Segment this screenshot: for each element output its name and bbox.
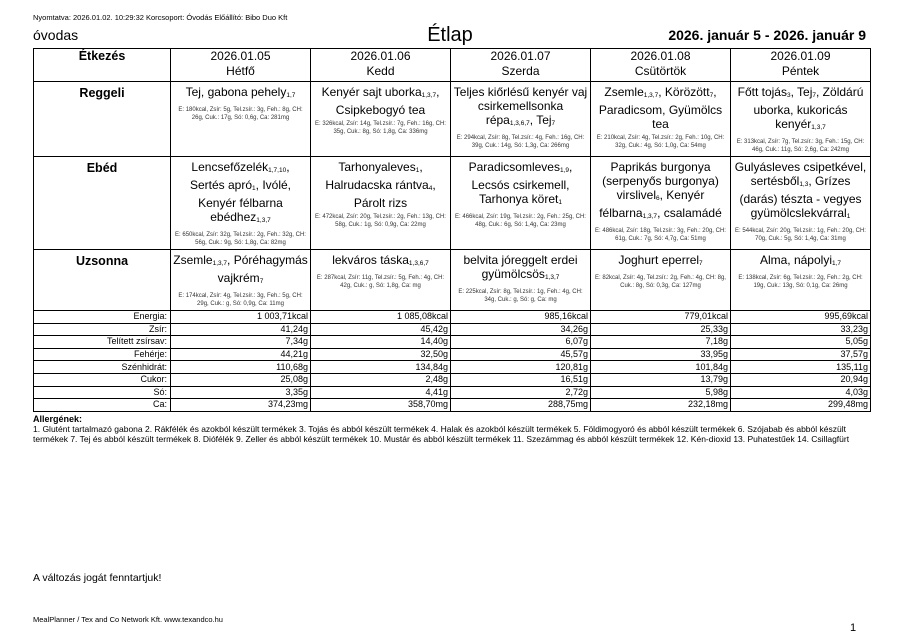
nutrition-info: E: 225kcal, Zsír: 8g, Tel.zsír.: 1g, Feh.: 4g, CH: 34g, Cuk.: g, Só: g, Ca: mg xyxy=(458,289,583,303)
meal-cell xyxy=(451,250,591,311)
dish-text: , Paradicsom, Gyümölcs tea xyxy=(598,85,723,131)
totals-value: 32,50g xyxy=(311,348,451,361)
totals-value: 41,24g xyxy=(171,323,311,336)
meal-cell xyxy=(311,250,451,311)
nutrition-info: E: 650kcal, Zsír: 32g, Tel.zsír.: 2g, Feh.: 32g, CH: 56g, Cuk.: 9g, Só: 1,8g, Ca: 82mg xyxy=(175,232,306,246)
totals-value: 2,48g xyxy=(311,373,451,386)
allergen-codes: 1,7,10 xyxy=(268,167,287,174)
day-date: 2026.01.06 xyxy=(350,49,411,63)
allergen-codes: 1,3,6,7 xyxy=(408,260,429,267)
totals-value: 288,75mg xyxy=(451,399,591,412)
day-date: 2026.01.05 xyxy=(210,49,271,63)
dish-text: , Körözött xyxy=(658,85,710,99)
dish-name xyxy=(311,157,450,210)
totals-value: 134,84g xyxy=(311,361,451,374)
dish-text: Paradicsomleves xyxy=(468,160,560,174)
totals-row xyxy=(34,373,871,386)
totals-label: Zsír: xyxy=(34,323,171,336)
allergen-codes: 7 xyxy=(709,92,714,99)
allergen-codes: 1,3,7 xyxy=(642,213,658,220)
dish-name xyxy=(171,82,310,103)
day-name: Péntek xyxy=(781,64,820,78)
dish-text: Főtt tojás xyxy=(737,85,787,99)
nutrition-info: E: 326kcal, Zsír: 14g, Tel.zsír.: 7g, Feh.: 16g, CH: 35g, Cuk.: 8g, Só: 1,8g, Ca: 336mg xyxy=(315,121,446,135)
totals-row xyxy=(34,386,871,399)
meal-cell xyxy=(731,250,871,311)
allergen-codes: 1 xyxy=(415,167,420,174)
nutrition-totals-table xyxy=(33,310,871,412)
allergen-codes: 1,3,7 xyxy=(421,92,437,99)
page-title: Étlap xyxy=(427,24,473,46)
totals-row xyxy=(34,323,871,336)
totals-label: Fehérje: xyxy=(34,348,171,361)
day-header xyxy=(451,49,591,82)
dish-text: Zsemle xyxy=(604,85,644,99)
dish-name xyxy=(731,250,870,271)
meal-cell xyxy=(171,250,311,311)
day-header-row xyxy=(34,49,871,82)
allergen-codes: 4 xyxy=(428,185,433,192)
dish-name xyxy=(591,82,730,131)
day-header xyxy=(311,49,451,82)
totals-label: Szénhidrát: xyxy=(34,361,171,374)
nutrition-info: E: 180kcal, Zsír: 5g, Tel.zsír.: 3g, Feh.: 8g, CH: 26g, Cuk.: 17g, Só: 0,6g, Ca: 281mg xyxy=(178,107,303,121)
totals-value: 20,94g xyxy=(731,373,871,386)
totals-row xyxy=(34,361,871,374)
allergen-codes: 7 xyxy=(259,278,264,285)
dish-name xyxy=(451,82,590,131)
allergen-codes: 1,3,7 xyxy=(544,274,560,281)
dish-text: Kenyér sajt uborka xyxy=(321,85,422,99)
meal-row-reggeli xyxy=(34,82,871,157)
allergen-codes: 1,3,7 xyxy=(256,217,271,224)
totals-value: 1 085,08kcal xyxy=(311,311,451,324)
totals-value: 374,23mg xyxy=(171,399,311,412)
dish-name xyxy=(451,250,590,285)
page-number: 1 xyxy=(850,622,857,634)
allergen-codes: 1,3,7 xyxy=(643,92,659,99)
totals-value: 5,05g xyxy=(731,336,871,349)
dish-text: , Grízes (darás) tészta - vegyes gyümölcslekvárral xyxy=(739,174,862,220)
dish-text: Alma, nápolyi xyxy=(759,253,832,267)
totals-value: 779,01kcal xyxy=(591,311,731,324)
dish-name xyxy=(451,157,590,210)
totals-row xyxy=(34,336,871,349)
totals-value: 7,18g xyxy=(591,336,731,349)
totals-value: 299,48mg xyxy=(731,399,871,412)
meal-label: Uzsonna xyxy=(34,250,171,311)
day-date: 2026.01.07 xyxy=(490,49,551,63)
dish-text: Lencsefőzelék xyxy=(191,160,269,174)
nutrition-info: E: 174kcal, Zsír: 4g, Tel.zsír.: 3g, Feh.: 5g, CH: 29g, Cuk.: g, Só: 0,9g, Ca: 11mg xyxy=(178,293,303,307)
totals-value: 4,41g xyxy=(311,386,451,399)
allergen-codes: 1,9 xyxy=(559,167,570,174)
totals-value: 101,84g xyxy=(591,361,731,374)
totals-value: 232,18mg xyxy=(591,399,731,412)
dish-name xyxy=(591,250,730,271)
meal-cell xyxy=(591,157,731,250)
dish-name xyxy=(171,250,310,289)
meal-cell xyxy=(171,157,311,250)
age-group-label: óvodas xyxy=(33,27,79,43)
totals-value: 3,35g xyxy=(171,386,311,399)
totals-label: Cukor: xyxy=(34,373,171,386)
totals-value: 358,70mg xyxy=(311,399,451,412)
dish-text: Teljes kiőrlésű kenyér vaj csirkemellsonka répa xyxy=(453,85,588,127)
totals-value: 33,95g xyxy=(591,348,731,361)
totals-value: 45,42g xyxy=(311,323,451,336)
totals-value: 37,57g xyxy=(731,348,871,361)
print-info: Nyomtatva: 2026.01.02. 10:29:32 Korcsoport: Óvodás Előállító: Bibo Duo Kft xyxy=(33,13,288,22)
totals-value: 33,23g xyxy=(731,323,871,336)
dish-name xyxy=(731,82,870,135)
totals-value: 5,98g xyxy=(591,386,731,399)
dish-text: , Kenyér félbarna xyxy=(599,188,705,220)
dish-text: belvita jóreggelt erdei gyümölcsös xyxy=(463,253,578,281)
allergen-codes: 7 xyxy=(812,92,817,99)
dish-name xyxy=(591,157,730,224)
meal-cell xyxy=(731,157,871,250)
meal-column-header: Étkezés xyxy=(34,49,171,82)
meal-cell xyxy=(451,82,591,157)
dish-text: , csalamádé xyxy=(657,206,722,220)
nutrition-info: E: 138kcal, Zsír: 6g, Tel.zsír.: 2g, Feh.: 2g, CH: 19g, Cuk.: 13g, Só: 0,1g, Ca: 26mg xyxy=(738,275,863,289)
nutrition-info: E: 294kcal, Zsír: 8g, Tel.zsír.: 4g, Feh.: 16g, CH: 39g, Cuk.: 14g, Só: 1,3g, Ca: 266mg xyxy=(456,135,585,149)
dish-text: Zsemle xyxy=(173,253,213,267)
totals-value: 6,07g xyxy=(451,336,591,349)
totals-row xyxy=(34,348,871,361)
dish-text: , Csipkebogyó tea xyxy=(335,85,440,117)
totals-value: 120,81g xyxy=(451,361,591,374)
dish-name xyxy=(311,250,450,271)
dish-name xyxy=(311,82,450,117)
dish-text: , Tej xyxy=(790,85,813,99)
day-header xyxy=(171,49,311,82)
footer-brand: MealPlanner / Tex and Co Network Kft. www.texandco.hu xyxy=(33,615,223,624)
totals-label: Telített zsírsav: xyxy=(34,336,171,349)
meal-cell xyxy=(311,82,451,157)
meal-cell xyxy=(311,157,451,250)
totals-value: 45,57g xyxy=(451,348,591,361)
dish-text: , Póréhagymás vajkrém xyxy=(217,253,308,285)
allergen-codes: 7 xyxy=(551,120,556,127)
day-date: 2026.01.09 xyxy=(770,49,831,63)
allergen-codes: 1,3,7 xyxy=(811,124,826,131)
day-name: Kedd xyxy=(366,64,395,78)
totals-value: 135,11g xyxy=(731,361,871,374)
allergen-codes: 1,3 xyxy=(799,181,809,188)
disclaimer: A változás jogát fenntartjuk! xyxy=(33,572,162,584)
totals-value: 25,08g xyxy=(171,373,311,386)
allergen-codes: 1,7 xyxy=(832,260,842,267)
dish-name xyxy=(731,157,870,224)
meal-cell xyxy=(171,82,311,157)
allergen-text: 1. Glutént tartalmazó gabona 2. Rákfélék és azokból készült termékek 3. Tojás és abból készült termékek 4. Halak és azokból készült termékek 5. Földimogyoró és abból készült termékek 6. Szójabab és abból készült termékek 7. Tej és abból készült termékek 8. Diófélék 9. Zeller és abból készült termékek 10. Mustár és abból készült termékek 11. Szezámmag és abból készült termékek 12. Kén-dioxid 13. Puhatestűek 14. Csillagfürt xyxy=(33,423,850,444)
nutrition-info: E: 472kcal, Zsír: 20g, Tel.zsír.: 2g, Feh.: 13g, CH: 58g, Cuk.: 1g, Só: 0,9g, Ca: 22mg xyxy=(315,214,446,228)
day-name: Csütörtök xyxy=(634,64,687,78)
totals-value: 34,26g xyxy=(451,323,591,336)
meal-cell xyxy=(451,157,591,250)
meal-cell xyxy=(591,250,731,311)
allergen-codes: 1,3,7 xyxy=(212,260,228,267)
meal-cell xyxy=(731,82,871,157)
totals-label: Ca: xyxy=(34,399,171,412)
allergen-legend xyxy=(33,414,878,444)
menu-table xyxy=(33,48,871,311)
totals-value: 13,79g xyxy=(591,373,731,386)
totals-value: 995,69kcal xyxy=(731,311,871,324)
nutrition-info: E: 466kcal, Zsír: 19g, Tel.zsír.: 2g, Feh.: 25g, CH: 48g, Cuk.: 6g, Só: 1,4g, Ca: 23mg xyxy=(455,214,586,228)
totals-value: 1 003,71kcal xyxy=(171,311,311,324)
meal-row-ebéd xyxy=(34,157,871,250)
allergen-codes: 6 xyxy=(656,195,660,202)
nutrition-info: E: 210kcal, Zsír: 4g, Tel.zsír.: 2g, Feh.: 10g, CH: 32g, Cuk.: 4g, Só: 1,0g, Ca: 54mg xyxy=(596,135,725,149)
date-range: 2026. január 5 - 2026. január 9 xyxy=(668,27,866,43)
totals-value: 4,03g xyxy=(731,386,871,399)
totals-row xyxy=(34,399,871,412)
allergen-codes: 1 xyxy=(558,199,562,206)
allergen-codes: 3 xyxy=(786,92,791,99)
totals-value: 985,16kcal xyxy=(451,311,591,324)
allergen-codes: 1 xyxy=(252,185,256,192)
totals-value: 2,72g xyxy=(451,386,591,399)
meal-label: Ebéd xyxy=(34,157,171,250)
day-header xyxy=(731,49,871,82)
day-date: 2026.01.08 xyxy=(630,49,691,63)
dish-text: , Halrudacska rántva xyxy=(325,160,429,192)
nutrition-info: E: 82kcal, Zsír: 4g, Tel.zsír.: 2g, Feh.: 4g, CH: 8g, Cuk.: 8g, Só: 0,3g, Ca: 127mg xyxy=(595,275,726,289)
dish-text: , Tej xyxy=(529,113,552,127)
totals-label: Só: xyxy=(34,386,171,399)
day-header xyxy=(591,49,731,82)
totals-value: 14,40g xyxy=(311,336,451,349)
allergen-title: Allergének: xyxy=(33,413,83,424)
meal-row-uzsonna xyxy=(34,250,871,311)
allergen-codes: 1,3,6,7 xyxy=(509,120,530,127)
dish-text: Paprikás burgonya (serpenyős burgonya) virslivel xyxy=(602,160,719,202)
dish-text: Joghurt eperrel xyxy=(618,253,700,267)
nutrition-info: E: 544kcal, Zsír: 20g, Tel.zsír.: 1g, Feh.: 20g, CH: 70g, Cuk.: 5g, Só: 1,4g, Ca: 31mg xyxy=(735,228,866,242)
totals-value: 7,34g xyxy=(171,336,311,349)
dish-text: Gulyásleves csipetkével, sertésből xyxy=(734,160,867,188)
totals-value: 44,21g xyxy=(171,348,311,361)
totals-value: 16,51g xyxy=(451,373,591,386)
meal-label: Reggeli xyxy=(34,82,171,157)
dish-text: , Ivólé, Kenyér félbarna ebédhez xyxy=(198,178,292,224)
day-name: Hétfő xyxy=(226,64,255,78)
nutrition-info: E: 313kcal, Zsír: 7g, Tel.zsír.: 3g, Feh.: 15g, CH: 46g, Cuk.: 11g, Só: 2,6g, Ca: 242mg xyxy=(736,139,865,153)
nutrition-info: E: 287kcal, Zsír: 11g, Tel.zsír.: 5g, Feh.: 4g, CH: 42g, Cuk.: g, Só: 1,8g, Ca: mg xyxy=(316,275,445,289)
dish-text: Tej, gabona pehely xyxy=(185,85,287,99)
dish-name xyxy=(171,157,310,228)
meal-cell xyxy=(591,82,731,157)
totals-row xyxy=(34,311,871,324)
totals-value: 110,68g xyxy=(171,361,311,374)
totals-label: Energia: xyxy=(34,311,171,324)
dish-text: lekváros táska xyxy=(332,253,409,267)
totals-value: 25,33g xyxy=(591,323,731,336)
dish-text: , Lecsós csirkemell, Tarhonya köret xyxy=(471,160,573,206)
dish-text: , Sertés apró xyxy=(189,160,290,192)
allergen-codes: 1 xyxy=(846,213,851,220)
dish-text: Tarhonyaleves xyxy=(338,160,416,174)
dish-text: , Zöldárú uborka, kukoricás kenyér xyxy=(753,85,864,131)
nutrition-info: E: 486kcal, Zsír: 18g, Tel.zsír.: 3g, Feh.: 20g, CH: 61g, Cuk.: 7g, Só: 4,7g, Ca: 51mg xyxy=(595,228,726,242)
allergen-codes: 1,7 xyxy=(286,92,296,99)
day-name: Szerda xyxy=(501,64,540,78)
dish-text: , Párolt rizs xyxy=(353,178,436,210)
allergen-codes: 7 xyxy=(699,260,703,267)
